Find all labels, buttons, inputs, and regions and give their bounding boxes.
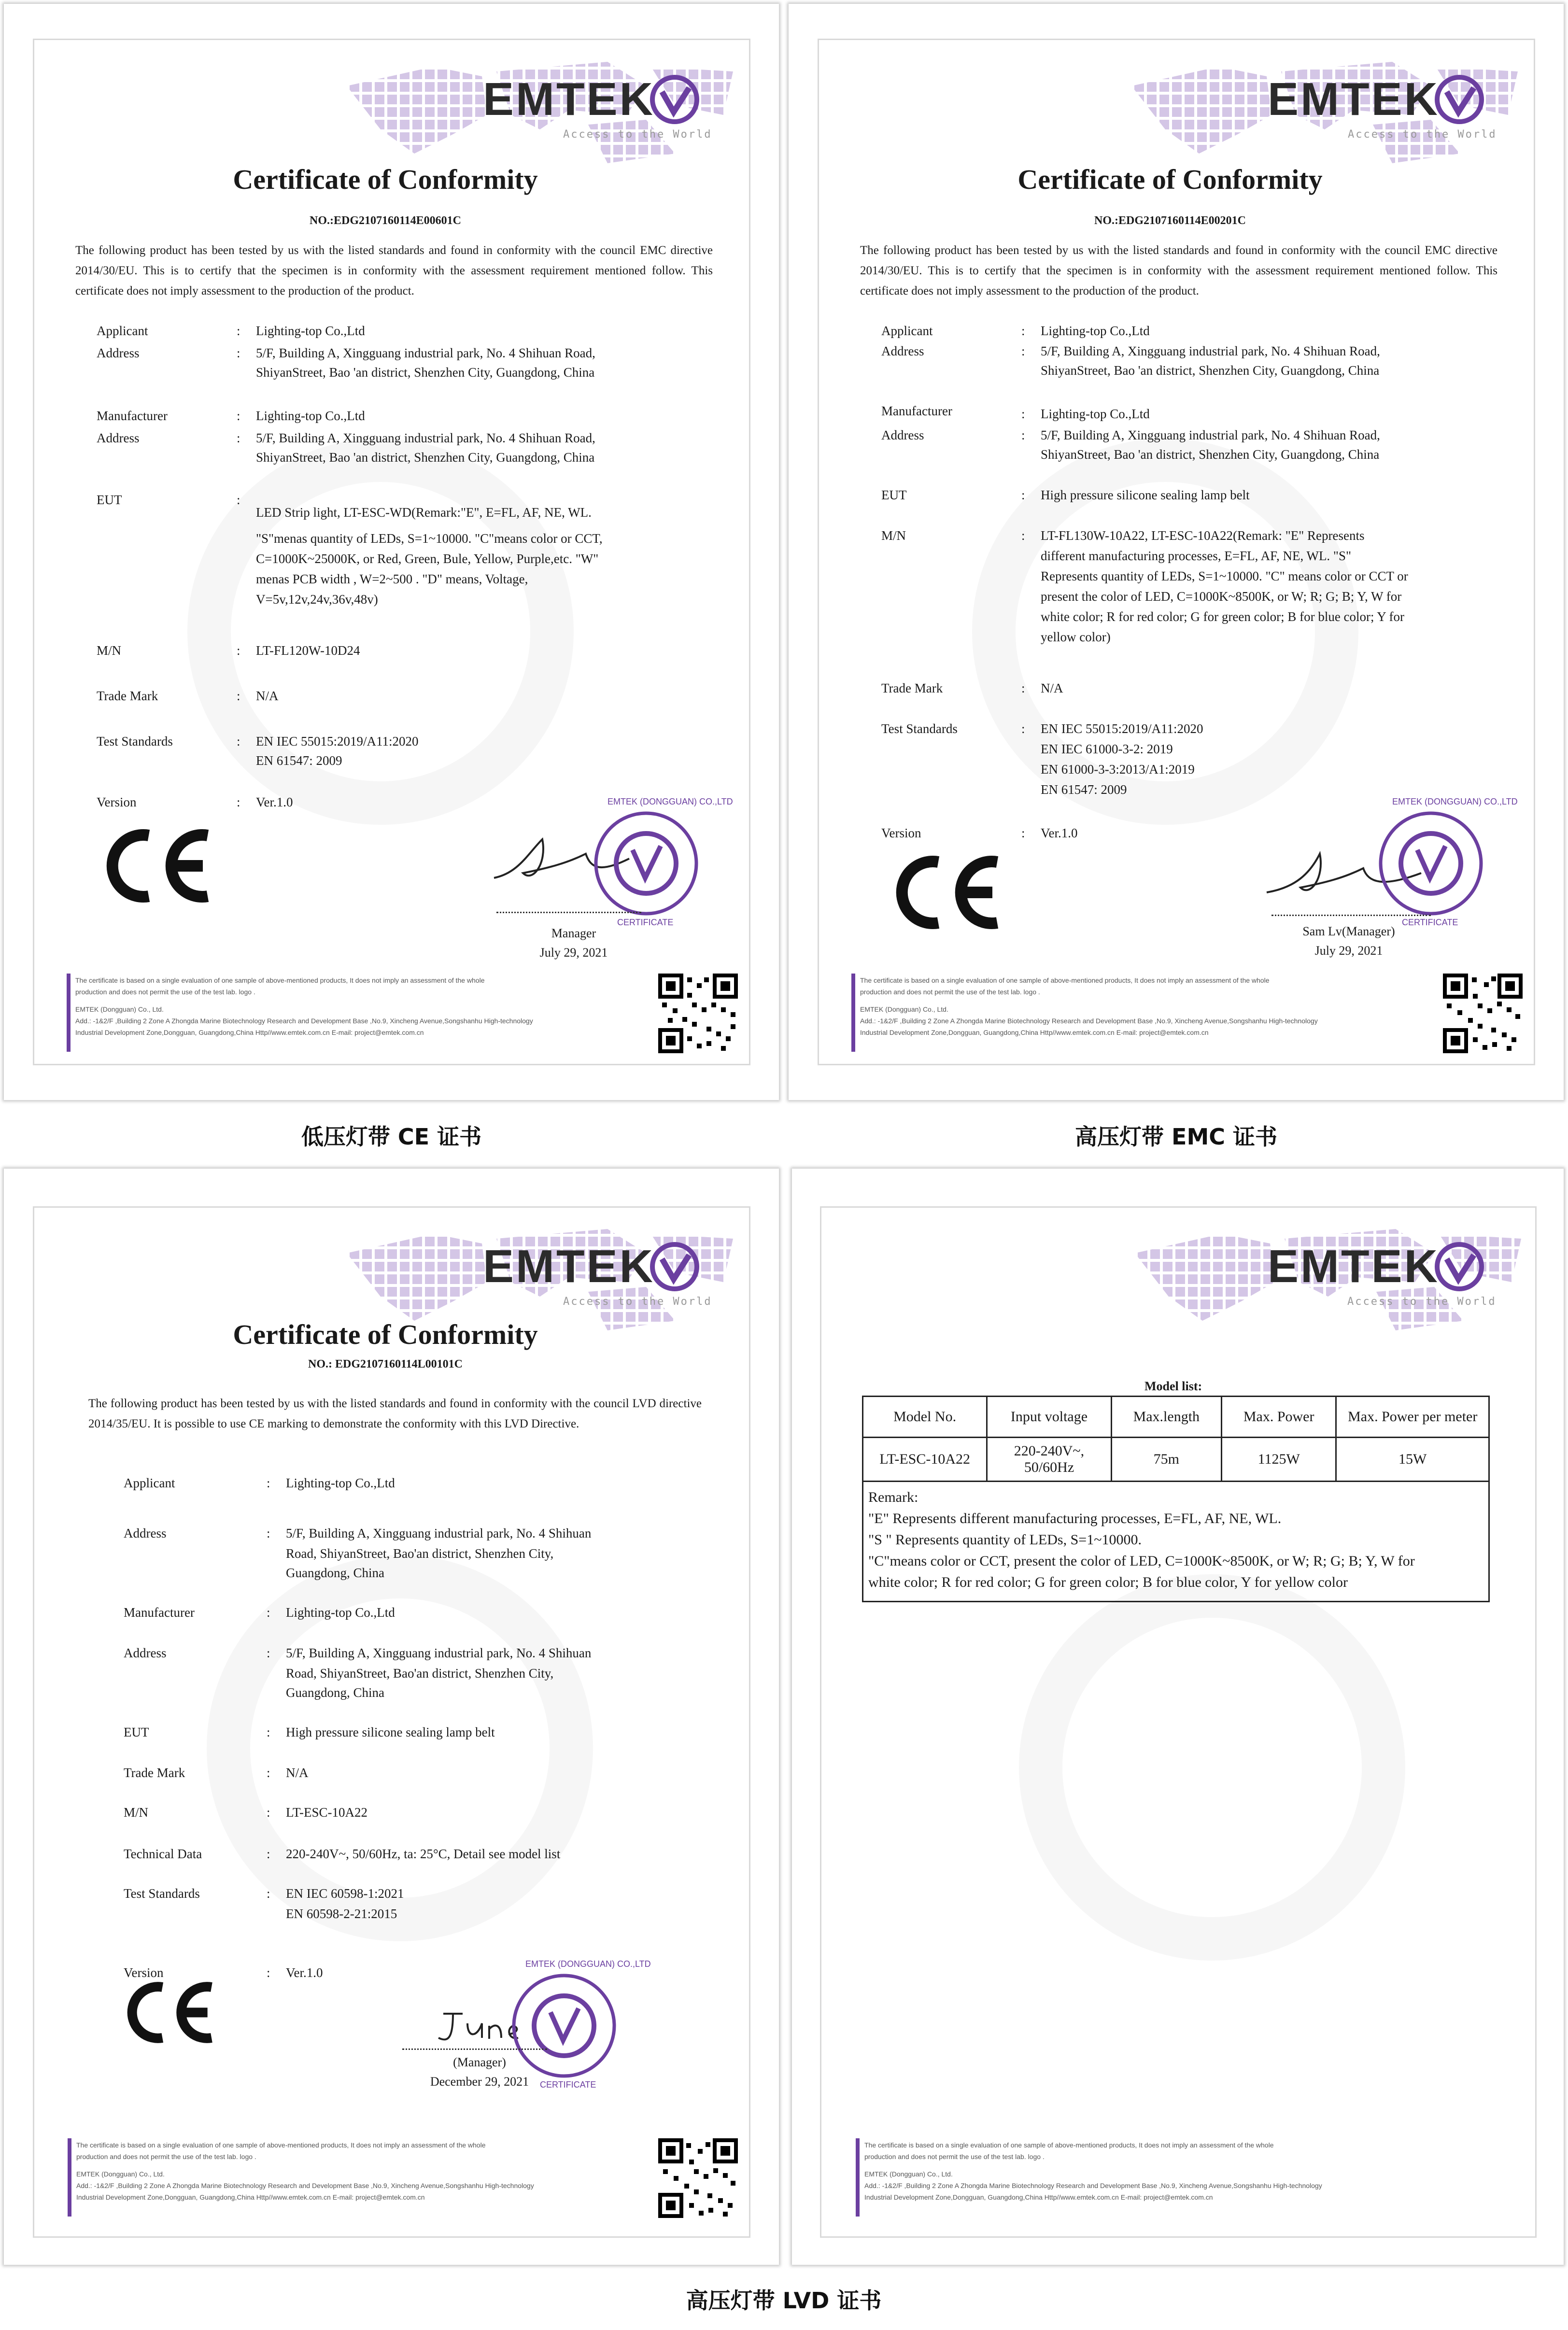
column-header: Max. Power per meter bbox=[1336, 1397, 1489, 1438]
footer-disclaimer: production and does not permit the use of the test lab. logo . bbox=[860, 988, 1040, 996]
colon: : bbox=[267, 1725, 270, 1739]
version-label: Version bbox=[124, 1965, 164, 1980]
table-cell: LT-ESC-10A22 bbox=[863, 1438, 987, 1482]
mn-label: M/N bbox=[124, 1805, 149, 1820]
company-seal bbox=[1373, 805, 1489, 921]
applicant-address-line: 5/F, Building A, Xingguang industrial park, No. 4 Shihuan bbox=[286, 1526, 592, 1540]
eut-value: High pressure silicone sealing lamp belt bbox=[1041, 488, 1250, 502]
column-header: Max.length bbox=[1111, 1397, 1221, 1438]
footer-block bbox=[864, 2139, 1492, 2203]
eut-label: EUT bbox=[881, 488, 907, 502]
column-header: Input voltage bbox=[987, 1397, 1111, 1438]
seal-text: EMTEK (DONGGUAN) CO.,LTD bbox=[525, 1959, 651, 1969]
footer-disclaimer: The certificate is based on a single evaluation of one sample of above-mentioned products, It does not imply an assessment of the whole bbox=[75, 976, 485, 984]
signer-title: Sam Lv(Manager) bbox=[1302, 924, 1395, 938]
colon: : bbox=[1021, 681, 1025, 695]
caption-emc: 高压灯带 EMC 证书 bbox=[1075, 1124, 1277, 1150]
company-seal bbox=[588, 805, 704, 921]
manufacturer-address-line: 5/F, Building A, Xingguang industrial park, No. 4 Shihuan bbox=[286, 1646, 592, 1660]
colon: : bbox=[267, 1646, 270, 1660]
colon: : bbox=[267, 1476, 270, 1490]
emtek-check-icon bbox=[1433, 73, 1485, 126]
manufacturer-value: Lighting-top Co.,Ltd bbox=[286, 1605, 395, 1620]
standard-line: EN IEC 55015:2019/A11:2020 bbox=[1041, 721, 1203, 736]
manufacturer-label: Manufacturer bbox=[124, 1605, 195, 1620]
trade-mark-label: Trade Mark bbox=[97, 689, 158, 703]
footer-address: Add.: -1&2/F ,Building 2 Zone A Zhongda Marine Biotechnology Research and Development Base ,No.9, Xincheng Avenue,Songshanhu High-technology bbox=[75, 1017, 533, 1025]
seal-text: EMTEK (DONGGUAN) CO.,LTD bbox=[607, 797, 733, 806]
manufacturer-label: Manufacturer bbox=[881, 404, 952, 418]
remark-line: white color; R for red color; G for green color; B for blue color, Y for yellow color bbox=[868, 1574, 1348, 1590]
colon: : bbox=[267, 1886, 270, 1901]
footer-company: EMTEK (Dongguan) Co., Ltd. bbox=[75, 1005, 164, 1013]
table-row bbox=[863, 1438, 1489, 1482]
applicant-address-line: ShiyanStreet, Bao 'an district, Shenzhen City, Guangdong, China bbox=[256, 365, 595, 380]
emtek-check-icon bbox=[1433, 1241, 1485, 1293]
colon: : bbox=[267, 1605, 270, 1620]
mn-label: M/N bbox=[97, 643, 122, 658]
manufacturer-label: Manufacturer bbox=[97, 409, 168, 423]
colon: : bbox=[237, 795, 240, 809]
emtek-check-icon bbox=[649, 1241, 701, 1293]
version-value: Ver.1.0 bbox=[256, 795, 293, 809]
colon: : bbox=[267, 1847, 270, 1861]
signature-line bbox=[496, 912, 641, 913]
table-cell: 220-240V~, 50/60Hz bbox=[987, 1438, 1111, 1482]
signature-line bbox=[1271, 915, 1431, 916]
eut-line: V=5v,12v,24v,36v,48v) bbox=[256, 592, 378, 607]
footer-address: Industrial Development Zone,Dongguan, Guangdong,China Http//www.emtek.com.cn E-mail: project@emtek.com.cn bbox=[75, 1029, 424, 1036]
column-header: Model No. bbox=[863, 1397, 987, 1438]
emtek-tagline: Access to the World bbox=[1348, 128, 1497, 141]
emtek-logo: EMTEK bbox=[1268, 1241, 1440, 1292]
colon: : bbox=[237, 734, 240, 748]
footer-accent-bar bbox=[68, 2138, 71, 2217]
caption-ce: 低压灯带 CE 证书 bbox=[301, 1124, 482, 1150]
qr-code bbox=[1443, 974, 1523, 1053]
remark-line: "C"means color or CCT, present the color of LED, C=1000K~8500K, or W; R; G; B; Y, W for bbox=[868, 1553, 1415, 1569]
eut-value: High pressure silicone sealing lamp belt bbox=[286, 1725, 495, 1739]
standard-line: EN 61547: 2009 bbox=[256, 753, 342, 768]
footer-accent-bar bbox=[856, 2138, 860, 2217]
signature-line bbox=[402, 2048, 547, 2050]
colon: : bbox=[1021, 826, 1025, 840]
certificate-ce bbox=[4, 4, 779, 1100]
colon: : bbox=[1021, 324, 1025, 338]
colon: : bbox=[267, 1526, 270, 1540]
certificate-title: Certificate of Conformity bbox=[1017, 164, 1323, 195]
colon: : bbox=[237, 689, 240, 703]
footer-disclaimer: The certificate is based on a single evaluation of one sample of above-mentioned products, It does not imply an assessment of the whole bbox=[864, 2141, 1274, 2149]
manufacturer-address-line: ShiyanStreet, Bao 'an district, Shenzhen City, Guangdong, China bbox=[256, 450, 595, 465]
table-cell: 75m bbox=[1111, 1438, 1221, 1482]
applicant-label: Applicant bbox=[881, 324, 933, 338]
remark-title: Remark: bbox=[868, 1489, 918, 1505]
footer-address: Industrial Development Zone,Dongguan, Guangdong,China Http//www.emtek.com.cn E-mail: project@emtek.com.cn bbox=[76, 2193, 425, 2201]
applicant-value: Lighting-top Co.,Ltd bbox=[256, 324, 365, 338]
mn-line: Represents quantity of LEDs, S=1~10000. "C" means color or CCT or bbox=[1041, 569, 1408, 583]
emtek-tagline: Access to the World bbox=[563, 128, 712, 141]
mn-value: LT-FL120W-10D24 bbox=[256, 643, 360, 658]
applicant-label: Applicant bbox=[124, 1476, 175, 1490]
emtek-check-icon bbox=[649, 73, 701, 126]
mn-value: LT-ESC-10A22 bbox=[286, 1805, 368, 1820]
trade-mark-value: N/A bbox=[286, 1765, 309, 1780]
footer-company: EMTEK (Dongguan) Co., Ltd. bbox=[864, 2170, 953, 2178]
applicant-value: Lighting-top Co.,Ltd bbox=[1041, 324, 1150, 338]
certificate-title: Certificate of Conformity bbox=[233, 164, 538, 195]
mn-line: yellow color) bbox=[1041, 630, 1111, 644]
test-standards-label: Test Standards bbox=[124, 1886, 200, 1901]
ce-mark bbox=[890, 851, 1006, 933]
seal-sub: CERTIFICATE bbox=[617, 918, 674, 927]
trade-mark-value: N/A bbox=[256, 689, 279, 703]
seal-sub: CERTIFICATE bbox=[540, 2080, 596, 2090]
address-label: Address bbox=[124, 1526, 167, 1540]
column-header: Max. Power bbox=[1221, 1397, 1336, 1438]
eut-label: EUT bbox=[97, 493, 122, 507]
signer-title: (Manager) bbox=[453, 2055, 506, 2069]
trade-mark-label: Trade Mark bbox=[124, 1765, 185, 1780]
version-value: Ver.1.0 bbox=[286, 1965, 323, 1980]
fields-block bbox=[881, 321, 1519, 852]
footer-address: Industrial Development Zone,Dongguan, Guangdong,China Http//www.emtek.com.cn E-mail: project@emtek.com.cn bbox=[864, 2193, 1213, 2201]
colon: : bbox=[237, 324, 240, 338]
address-label: Address bbox=[97, 431, 140, 445]
standard-line: EN IEC 55015:2019/A11:2020 bbox=[256, 734, 419, 748]
footer-block bbox=[76, 2139, 646, 2203]
colon: : bbox=[1021, 407, 1025, 421]
applicant-value: Lighting-top Co.,Ltd bbox=[286, 1476, 395, 1490]
qr-code bbox=[658, 2138, 738, 2218]
trade-mark-value: N/A bbox=[1041, 681, 1063, 695]
address-label: Address bbox=[97, 346, 140, 360]
ce-mark bbox=[100, 825, 216, 907]
watermark bbox=[1019, 1574, 1405, 1961]
technical-data-label: Technical Data bbox=[124, 1847, 202, 1861]
colon: : bbox=[1021, 488, 1025, 502]
certificate-intro: The following product has been tested by us with the listed standards and found in conformity with the council LVD directive 2014/35/EU. It is possible to use CE marking to demonstrate the conformity with this LVD Directive. bbox=[88, 1397, 702, 1430]
mn-label: M/N bbox=[881, 528, 906, 543]
version-label: Version bbox=[881, 826, 921, 840]
manufacturer-address-line: Road, ShiyanStreet, Bao'an district, Shenzhen City, bbox=[286, 1666, 554, 1680]
eut-line: "S"menas quantity of LEDs, S=1~10000. "C"means color or CCT, bbox=[256, 531, 603, 546]
colon: : bbox=[1021, 428, 1025, 442]
emtek-logo: EMTEK bbox=[483, 73, 655, 125]
standard-line: EN 60598-2-21:2015 bbox=[286, 1906, 397, 1921]
caption-lvd: 高压灯带 LVD 证书 bbox=[686, 2288, 882, 2314]
applicant-address-line: 5/F, Building A, Xingguang industrial park, No. 4 Shihuan Road, bbox=[1041, 344, 1380, 358]
emtek-tagline: Access to the World bbox=[1347, 1296, 1497, 1308]
mn-line: LT-FL130W-10A22, LT-ESC-10A22(Remark: "E" Represents bbox=[1041, 528, 1365, 543]
standard-line: EN IEC 60598-1:2021 bbox=[286, 1886, 404, 1901]
footer-accent-bar bbox=[67, 974, 71, 1052]
ce-mark bbox=[122, 1977, 219, 2048]
certificate-title: Certificate of Conformity bbox=[233, 1319, 538, 1350]
emtek-logo: EMTEK bbox=[1268, 73, 1440, 125]
applicant-address-line: ShiyanStreet, Bao 'an district, Shenzhen City, Guangdong, China bbox=[1041, 363, 1380, 378]
emtek-logo: EMTEK bbox=[483, 1241, 655, 1292]
colon: : bbox=[267, 1765, 270, 1780]
standard-line: EN 61000-3-3:2013/A1:2019 bbox=[1041, 762, 1195, 777]
colon: : bbox=[267, 1805, 270, 1820]
signer-title: Manager bbox=[551, 926, 596, 940]
eut-line: menas PCB width , W=2~500 . "D" means, Voltage, bbox=[256, 572, 528, 586]
eut-line: C=1000K~25000K, or Red, Green, Bule, Yellow, Purple,etc. "W" bbox=[256, 551, 599, 566]
applicant-label: Applicant bbox=[97, 324, 148, 338]
test-standards-label: Test Standards bbox=[97, 734, 173, 748]
model-list-title: Model list: bbox=[1144, 1379, 1202, 1393]
manufacturer-value: Lighting-top Co.,Ltd bbox=[1041, 407, 1150, 421]
colon: : bbox=[1021, 528, 1025, 543]
colon: : bbox=[237, 346, 240, 360]
footer-disclaimer: The certificate is based on a single evaluation of one sample of above-mentioned products, It does not imply an assessment of the whole bbox=[76, 2141, 486, 2149]
colon: : bbox=[237, 493, 240, 507]
technical-data-value: 220-240V~, 50/60Hz, ta: 25°C, Detail see model list bbox=[286, 1847, 561, 1861]
colon: : bbox=[1021, 721, 1025, 736]
certificate-emc bbox=[789, 4, 1564, 1100]
table-cell: 1125W bbox=[1221, 1438, 1336, 1482]
colon: : bbox=[237, 643, 240, 658]
signature-date: December 29, 2021 bbox=[430, 2075, 529, 2089]
emtek-tagline: Access to the World bbox=[563, 1296, 712, 1308]
footer-address: Industrial Development Zone,Dongguan, Guangdong,China Http//www.emtek.com.cn E-mail: project@emtek.com.cn bbox=[860, 1029, 1209, 1036]
qr-code bbox=[658, 974, 738, 1053]
colon: : bbox=[237, 409, 240, 423]
footer-accent-bar bbox=[851, 974, 855, 1052]
standard-line: EN 61547: 2009 bbox=[1041, 782, 1127, 797]
manufacturer-address-line: 5/F, Building A, Xingguang industrial park, No. 4 Shihuan Road, bbox=[256, 431, 595, 445]
seal-text: EMTEK (DONGGUAN) CO.,LTD bbox=[1392, 797, 1518, 806]
applicant-address-line: 5/F, Building A, Xingguang industrial park, No. 4 Shihuan Road, bbox=[256, 346, 595, 360]
footer-company: EMTEK (Dongguan) Co., Ltd. bbox=[76, 2170, 165, 2178]
mn-line: present the color of LED, C=1000K~8500K, or W; R; G; B; Y, W for bbox=[1041, 589, 1402, 604]
seal-sub: CERTIFICATE bbox=[1402, 918, 1458, 927]
footer-disclaimer: production and does not permit the use of the test lab. logo . bbox=[864, 2153, 1045, 2161]
signature-date: July 29, 2021 bbox=[539, 946, 608, 960]
applicant-address-line: Guangdong, China bbox=[286, 1566, 384, 1580]
footer-address: Add.: -1&2/F ,Building 2 Zone A Zhongda Marine Biotechnology Research and Development Base ,No.9, Xincheng Avenue,Songshanhu High-technology bbox=[860, 1017, 1318, 1025]
footer-block bbox=[860, 974, 1430, 1038]
mn-line: white color; R for red color; G for green color; B for blue color; Y for bbox=[1041, 609, 1405, 624]
version-label: Version bbox=[97, 795, 137, 809]
remark-row bbox=[863, 1482, 1489, 1602]
manufacturer-address-line: 5/F, Building A, Xingguang industrial park, No. 4 Shihuan Road, bbox=[1041, 428, 1380, 442]
eut-line: LED Strip light, LT-ESC-WD(Remark:"E", E=FL, AF, NE, WL. bbox=[256, 505, 592, 520]
certificate-number: NO.:EDG2107160114E00201C bbox=[1094, 214, 1246, 227]
colon: : bbox=[237, 431, 240, 445]
address-label: Address bbox=[881, 428, 924, 442]
certificate-intro: The following product has been tested by us with the listed standards and found in conformity with the council EMC directive 2014/30/EU. This is to certify that the specimen is in conformity with the assessment requirement mentioned follow. This certificate does not imply assessment to the production of the product. bbox=[860, 244, 1497, 297]
footer-address: Add.: -1&2/F ,Building 2 Zone A Zhongda Marine Biotechnology Research and Development Base ,No.9, Xincheng Avenue,Songshanhu High-technology bbox=[864, 2182, 1322, 2189]
mn-line: different manufacturing processes, E=FL, AF, NE, WL. "S" bbox=[1041, 549, 1351, 563]
remark-cell bbox=[863, 1482, 1489, 1602]
footer-disclaimer: production and does not permit the use of the test lab. logo . bbox=[76, 2153, 256, 2161]
certificate-lvd bbox=[4, 1169, 779, 2265]
trade-mark-label: Trade Mark bbox=[881, 681, 943, 695]
version-value: Ver.1.0 bbox=[1041, 826, 1078, 840]
applicant-address-line: Road, ShiyanStreet, Bao'an district, Shenzhen City, bbox=[286, 1546, 554, 1561]
footer-company: EMTEK (Dongguan) Co., Ltd. bbox=[860, 1005, 948, 1013]
table-cell: 15W bbox=[1336, 1438, 1489, 1482]
certificate-intro: The following product has been tested by us with the listed standards and found in conformity with the council EMC directive 2014/30/EU. This is to certify that the specimen is in conformity with the assessment requirement mentioned follow. This certificate does not imply assessment to the production of the product. bbox=[75, 244, 713, 297]
certificate-model-list bbox=[792, 1169, 1564, 2265]
certificate-number: NO.: EDG2107160114L00101C bbox=[308, 1358, 463, 1370]
table-header-row bbox=[863, 1397, 1489, 1438]
colon: : bbox=[1021, 344, 1025, 358]
standard-line: EN IEC 61000-3-2: 2019 bbox=[1041, 742, 1173, 756]
colon: : bbox=[267, 1965, 270, 1980]
test-standards-label: Test Standards bbox=[881, 721, 958, 736]
footer-block bbox=[75, 974, 645, 1038]
fields-block bbox=[124, 1473, 727, 2009]
footer-disclaimer: The certificate is based on a single evaluation of one sample of above-mentioned products, It does not imply an assessment of the whole bbox=[860, 976, 1270, 984]
manufacturer-address-line: ShiyanStreet, Bao 'an district, Shenzhen City, Guangdong, China bbox=[1041, 447, 1380, 462]
model-list-table bbox=[862, 1396, 1490, 1602]
manufacturer-value: Lighting-top Co.,Ltd bbox=[256, 409, 365, 423]
address-label: Address bbox=[124, 1646, 167, 1660]
manufacturer-address-line: Guangdong, China bbox=[286, 1685, 384, 1700]
footer-address: Add.: -1&2/F ,Building 2 Zone A Zhongda Marine Biotechnology Research and Development Base ,No.9, Xincheng Avenue,Songshanhu High-technology bbox=[76, 2182, 534, 2189]
address-label: Address bbox=[881, 344, 924, 358]
footer-disclaimer: production and does not permit the use of the test lab. logo . bbox=[75, 988, 255, 996]
remark-line: "S " Represents quantity of LEDs, S=1~10000. bbox=[868, 1532, 1142, 1548]
signature-date: July 29, 2021 bbox=[1314, 944, 1383, 958]
certificate-number: NO.:EDG2107160114E00601C bbox=[309, 214, 461, 227]
remark-line: "E" Represents different manufacturing processes, E=FL, AF, NE, WL. bbox=[868, 1511, 1282, 1526]
eut-label: EUT bbox=[124, 1725, 149, 1739]
